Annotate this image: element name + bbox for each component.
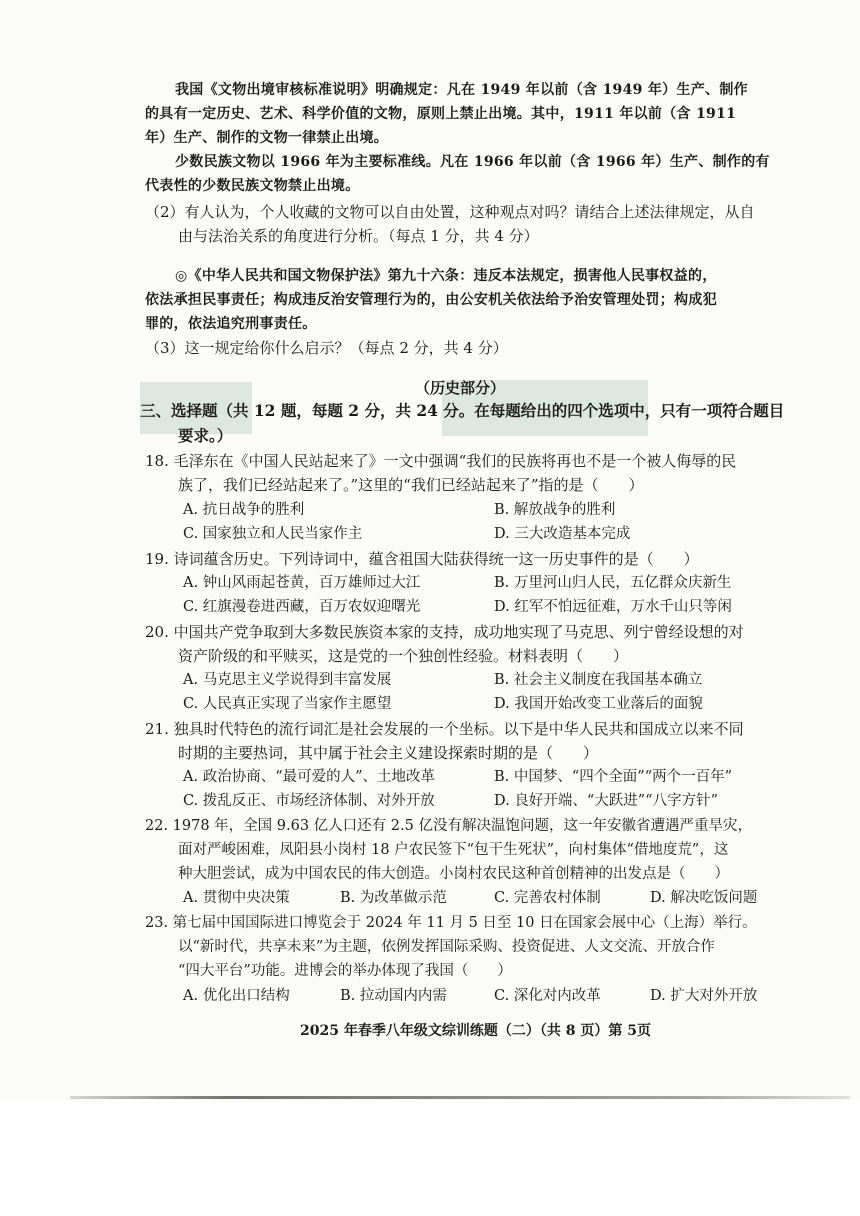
option-c[interactable]: C. 人民真正实现了当家作主愿望 [183,696,392,712]
option-b[interactable]: B. 拉动国内内需 [340,988,447,1004]
question-stem: 20. 中国共产党争取到大多数民族资本家的支持，成功地实现了马克思、列宁曾经设想的对 [145,623,744,641]
option-c[interactable]: C. 红旗漫卷进西藏，百万农奴迎曙光 [183,599,421,615]
page-fold-shadow [70,1096,850,1099]
option-c[interactable]: C. 深化对内改革 [494,988,601,1004]
question-stem: 19. 诗词蕴含历史。下列诗词中，蕴含祖国大陆获得统一这一历史事件的是（ ） [145,550,699,568]
question-stem: “四大平台”功能。进博会的举办体现了我国（ ） [178,963,512,979]
option-c[interactable]: C. 国家独立和人民当家作主 [183,526,363,542]
option-c[interactable]: C. 完善农村体制 [494,890,601,906]
option-d[interactable]: D. 我国开始改变工业落后的面貌 [494,696,703,712]
article-text-line: 罪的，依法追究刑事责任。 [145,316,317,332]
law-text-line: 少数民族文物以 1966 年为主要标准线。凡在 1966 年以前（含 1966 年）生产、制作的有 [175,154,770,170]
option-b[interactable]: B. 万里河山归人民，五亿群众庆新生 [494,575,732,591]
question-stem: 21. 独具时代特色的流行词汇是社会发展的一个坐标。以下是中华人民共和国成立以来不同 [145,720,744,738]
question-text: （2）有人认为，个人收藏的文物可以自由处置，这种观点对吗？请结合上述法律规定，从自 [145,203,755,221]
question-stem: 族了，我们已经站起来了。”这里的“我们已经站起来了”指的是（ ） [178,476,644,494]
section-heading: 三、选择题（共 12 题，每题 2 分，共 24 分。在每题给出的四个选项中，只有一项符合题目 [140,401,785,420]
question-stem: 资产阶级的和平赎买，这是党的一个独创性经验。材料表明（ ） [178,647,629,665]
option-a[interactable]: A. 政治协商、“最可爱的人”、土地改革 [183,769,436,785]
question-text: （3）这一规定给你什么启示？（每点 2 分，共 4 分） [145,339,508,357]
question-stem: 18. 毛泽东在《中国人民站起来了》一文中强调“我们的民族将再也不是一个被人侮辱的民 [145,452,737,470]
option-d[interactable]: D. 解决吃饭问题 [650,890,758,906]
option-a[interactable]: A. 贯彻中央决策 [183,890,290,906]
option-d[interactable]: D. 良好开端、“大跃进”“八字方针” [494,793,718,809]
article-text-line: ◎《中华人民共和国文物保护法》第九十六条：违反本法规定，损害他人民事权益的， [175,268,717,284]
option-b[interactable]: B. 解放战争的胜利 [494,502,616,518]
option-a[interactable]: A. 优化出口结构 [183,988,290,1004]
option-d[interactable]: D. 三大改造基本完成 [494,526,631,542]
question-stem: 23. 第七届中国国际进口博览会于 2024 年 11 月 5 日至 10 日在国家会展中心（上海）举行。 [145,915,757,931]
section-heading: 要求。） [178,426,233,445]
option-a[interactable]: A. 钟山风雨起苍黄，百万雄师过大江 [183,575,421,591]
option-a[interactable]: A. 马克思主义学说得到丰富发展 [183,672,392,688]
option-d[interactable]: D. 扩大对外开放 [650,988,758,1004]
law-text-line: 的具有一定历史、艺术、科学价值的文物，原则上禁止出境。其中，1911 年以前（含 1911 [145,106,737,122]
law-text-line: 我国《文物出境审核标准说明》明确规定：凡在 1949 年以前（含 1949 年）生产、制作 [175,82,748,98]
question-stem: 以“新时代，共享未来”为主题，依例发挥国际采购、投资促进、人文交流、开放合作 [178,939,715,955]
option-b[interactable]: B. 社会主义制度在我国基本确立 [494,672,703,688]
question-stem: 种大胆尝试，成为中国农民的伟大创造。小岗村农民这种首创精神的出发点是（ ） [178,866,729,882]
question-stem: 时期的主要热词，其中属于社会主义建设探索时期的是（ ） [178,744,599,762]
option-b[interactable]: B. 为改革做示范 [340,890,447,906]
section-title: （历史部分） [415,379,506,397]
law-text-line: 代表性的少数民族文物禁止出境。 [145,178,360,194]
option-c[interactable]: C. 拨乱反正、市场经济体制、对外开放 [183,793,435,809]
question-stem: 面对严峻困难，凤阳县小岗村 18 户农民签下“包干生死状”，向村集体“借地度荒”，这 [178,842,729,858]
article-text-line: 依法承担民事责任；构成违反治安管理行为的，由公安机关依法给予治安管理处罚；构成犯 [145,292,717,308]
question-stem: 22. 1978 年，全国 9.63 亿人口还有 2.5 亿没有解决温饱问题，这一年安徽省遭遇严重旱灾， [145,818,752,834]
question-text: 由与法治关系的角度进行分析。（每点 1 分，共 4 分） [178,227,539,245]
option-d[interactable]: D. 红军不怕远征难，万水千山只等闲 [494,599,732,615]
law-text-line: 年）生产、制作的文物一律禁止出境。 [145,130,389,146]
page-footer: 2025 年春季八年级文综训练题（二）（共 8 页）第 5页 [300,1023,651,1039]
option-a[interactable]: A. 抗日战争的胜利 [183,502,305,518]
option-b[interactable]: B. 中国梦、“四个全面”“两个一百年” [494,769,733,785]
